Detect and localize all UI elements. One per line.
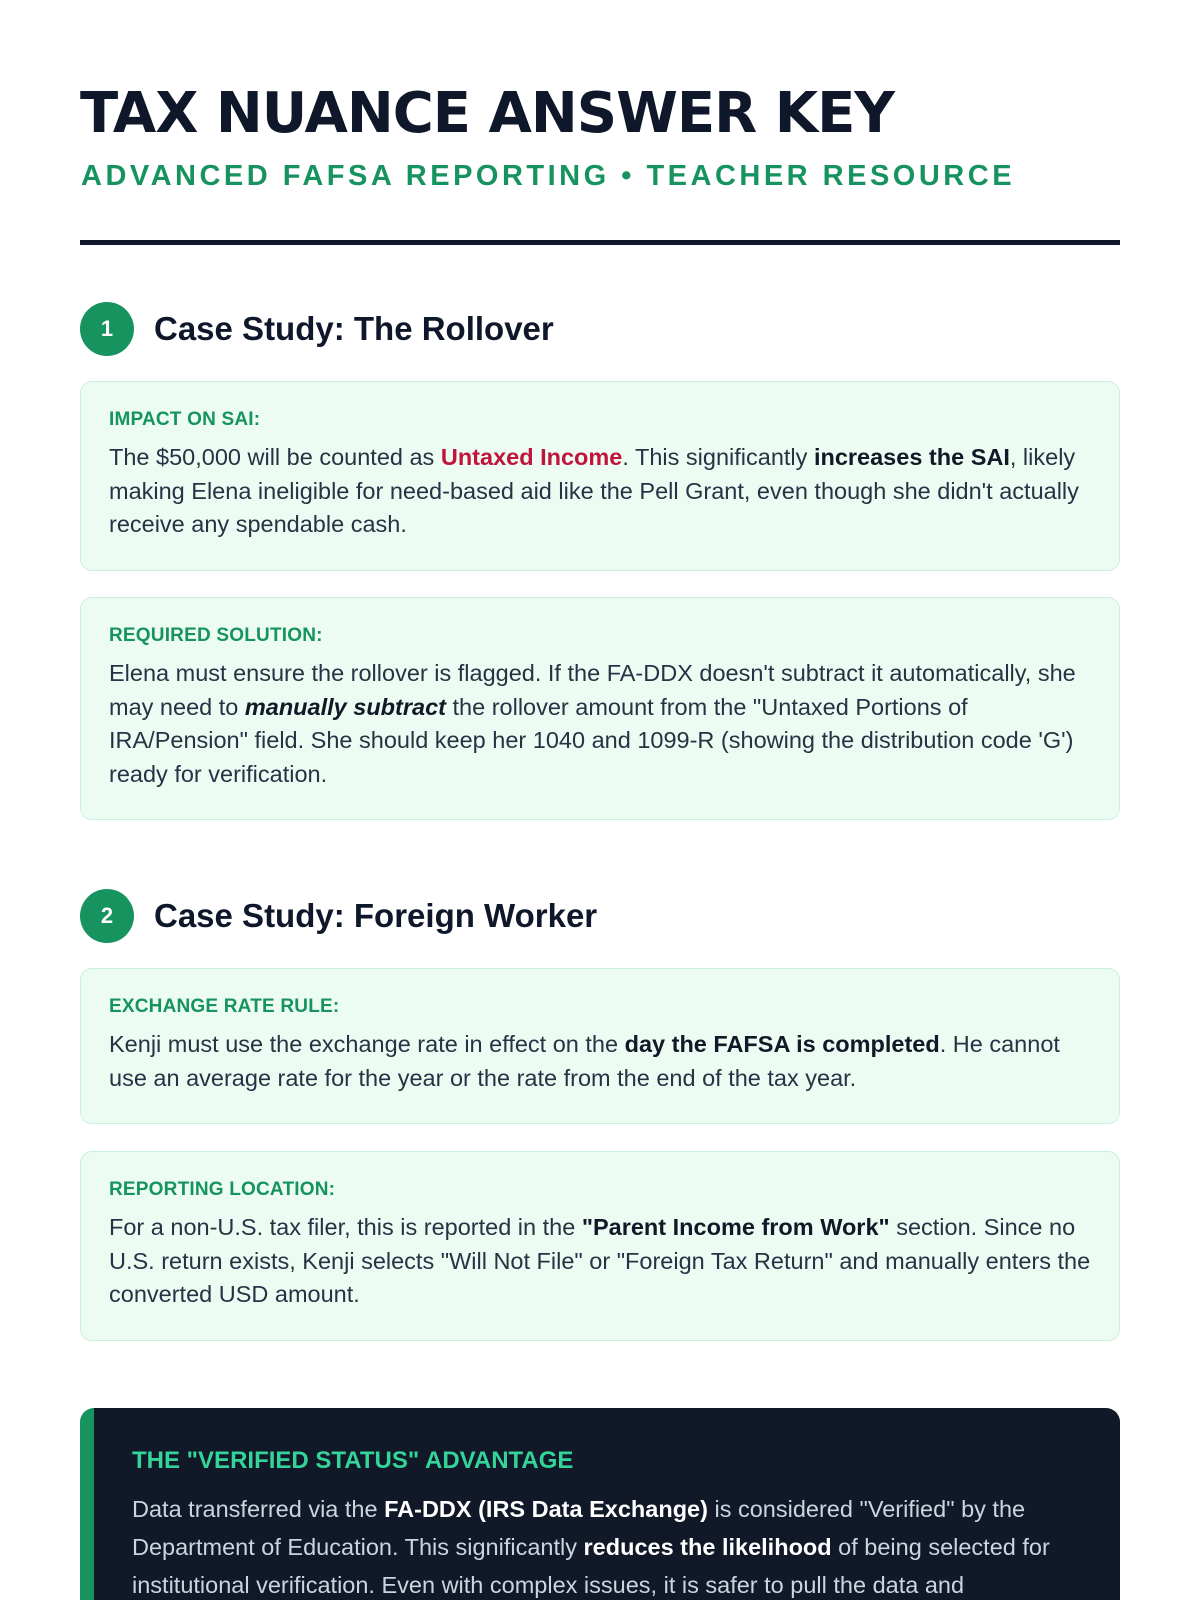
card-text: Kenji must use the exchange rate in effect on the day the FAFSA is completed. He cannot use an average rate for the year or the rate from the end of the tax year.	[109, 1031, 1060, 1091]
section-2-header	[80, 889, 597, 943]
section-1-header	[80, 302, 554, 356]
exchange-rate-rule-card	[80, 968, 1120, 1124]
card-text: The $50,000 will be counted as Untaxed Income. This significantly increases the SAI, likely making Elena ineligible for need-based aid like the Pell Grant, even though she didn't actually receive any spendable cash.	[109, 444, 1079, 537]
callout-text: Data transferred via the FA-DDX (IRS Data Exchange) is considered "Verified" by the Department of Education. This significantly reduces the likelihood of being selected for institutional verification. Even with complex issues, it is safer to pull the data and	[132, 1496, 1050, 1598]
callout-label: THE "VERIFIED STATUS" ADVANTAGE	[132, 1447, 574, 1474]
card-label: REPORTING LOCATION:	[109, 1179, 336, 1200]
card-label: REQUIRED SOLUTION:	[109, 625, 323, 646]
verified-status-callout	[80, 1408, 1120, 1600]
section-1-number-badge: 1	[80, 302, 134, 356]
page-subtitle: ADVANCED FAFSA REPORTING • TEACHER RESOURCE	[81, 160, 1016, 192]
section-2-number-badge: 2	[80, 889, 134, 943]
page-title: TAX NUANCE ANSWER KEY	[80, 81, 894, 146]
section-1-title: Case Study: The Rollover	[154, 310, 554, 347]
card-label: EXCHANGE RATE RULE:	[109, 996, 340, 1017]
impact-on-sai-card	[80, 381, 1120, 571]
reporting-location-card	[80, 1151, 1120, 1341]
card-text: Elena must ensure the rollover is flagged. If the FA-DDX doesn't subtract it automatically, she may need to manually subtract the rollover amount from the "Untaxed Portions of IRA/Pension" field. She should keep her 1040 and 1099-R (showing the distribution code 'G') ready for verification.	[109, 660, 1076, 787]
card-label: IMPACT ON SAI:	[109, 409, 261, 430]
header-divider	[80, 240, 1120, 245]
section-2-title: Case Study: Foreign Worker	[154, 897, 598, 934]
untaxed-income-highlight: Untaxed Income	[440, 444, 623, 470]
required-solution-card	[80, 597, 1120, 820]
card-text: For a non-U.S. tax filer, this is reported in the "Parent Income from Work" section. Since no U.S. return exists, Kenji selects "Will Not File" or "Foreign Tax Return" and manually enters the converted USD amount.	[109, 1214, 1091, 1307]
